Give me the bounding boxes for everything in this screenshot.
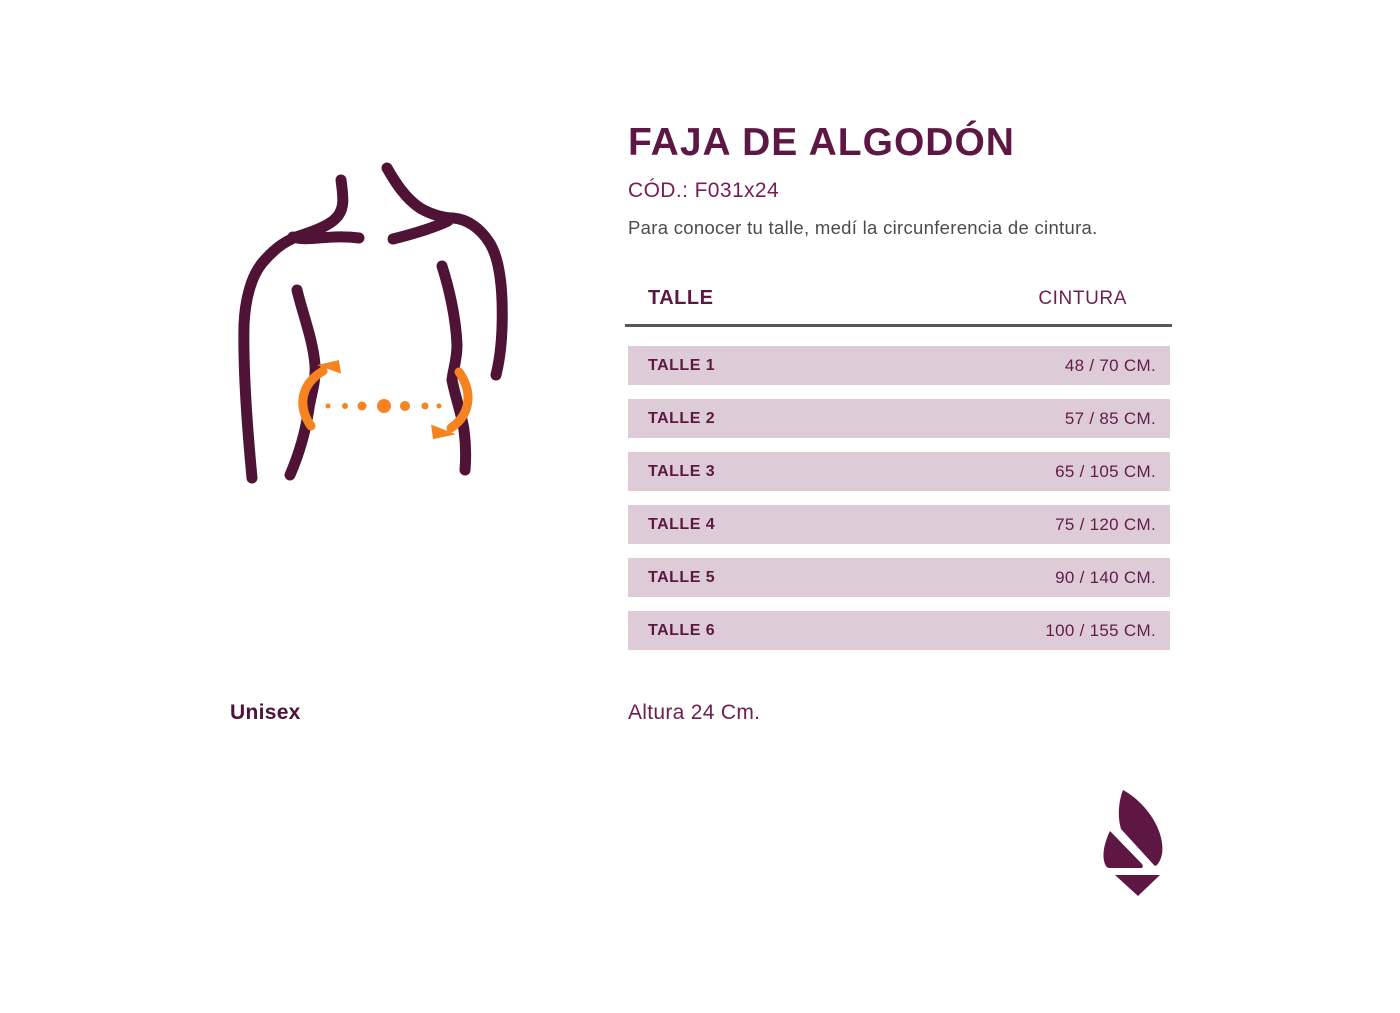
table-row (628, 346, 1170, 385)
waist-value: 57 / 85 CM. (1064, 408, 1156, 428)
waist-value: 100 / 155 CM. (1045, 620, 1156, 640)
table-row (628, 452, 1170, 491)
size-label: TALLE 1 (648, 356, 716, 374)
page-title: FAJA DE ALGODÓN (628, 121, 1015, 164)
table-row (628, 558, 1170, 597)
waist-value: 75 / 120 CM. (1055, 514, 1156, 534)
size-label: TALLE 2 (648, 409, 716, 427)
height-note: Altura 24 Cm. (628, 701, 761, 724)
size-label: TALLE 5 (648, 568, 716, 586)
waist-value: 48 / 70 CM. (1064, 355, 1156, 375)
size-label: TALLE 6 (648, 621, 716, 639)
waist-value: 90 / 140 CM. (1055, 567, 1156, 587)
table-row (628, 505, 1170, 544)
product-code: CÓD.: F031x24 (628, 179, 780, 202)
gender-note: Unisex (230, 701, 301, 724)
size-label: TALLE 3 (648, 462, 716, 480)
table-row (628, 399, 1170, 438)
torso-waist-measurement-icon (235, 160, 525, 490)
size-table-header (628, 287, 1170, 313)
column-header-waist: CINTURA (1038, 288, 1127, 309)
size-label: TALLE 4 (648, 515, 716, 533)
waist-value: 65 / 105 CM. (1055, 461, 1156, 481)
column-header-size: TALLE (648, 287, 714, 309)
table-divider-line (625, 324, 1172, 327)
table-row (628, 611, 1170, 650)
measure-instruction: Para conocer tu talle, medí la circunferencia de cintura. (628, 217, 1098, 238)
brand-leaf-flame-logo-icon (1102, 788, 1168, 898)
size-table (628, 346, 1170, 650)
waist-dotted-line (326, 399, 442, 413)
